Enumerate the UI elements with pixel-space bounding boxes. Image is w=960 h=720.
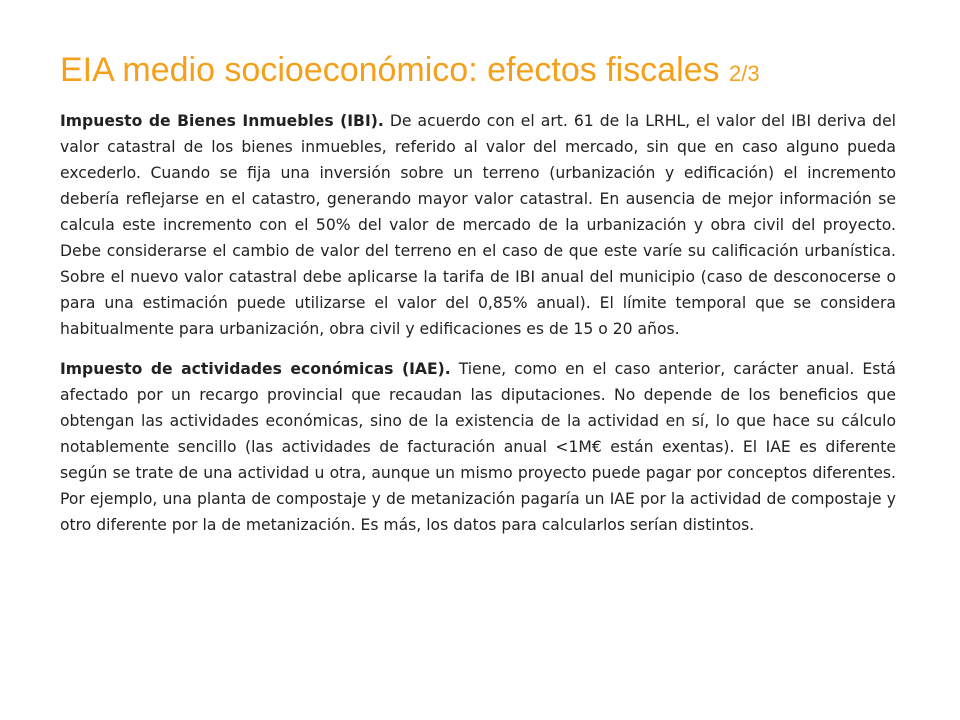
slide-title bbox=[60, 48, 760, 96]
paragraph-iae-text: Tiene, como en el caso anterior, carácter anual. Está afectado por un recargo provincial que recaudan las diputaciones. No depende de los beneficios que obtengan las actividades económicas, sino de la existencia de la actividad en sí, lo que hace su cálculo notablemente sencillo (las actividades de facturación anual <1M€ están exentas). El IAE es diferente según se trate de una actividad u otra, aunque un mismo proyecto puede pagar por conceptos diferentes. Por ejemplo, una planta de compostaje y de metanización pagaría un IAE por la actividad de compostaje y otro diferente por la de metanización. Es más, los datos para calcularlos serían distintos. bbox=[60, 360, 896, 534]
paragraph-ibi-heading: Impuesto de Bienes Inmuebles (IBI). bbox=[60, 112, 384, 130]
paragraph-iae bbox=[60, 356, 896, 538]
paragraph-ibi-text: De acuerdo con el art. 61 de la LRHL, el valor del IBI deriva del valor catastral de los bienes inmuebles, referido al valor del mercado, sin que en caso alguno pueda excederlo. Cuando se fija una inversión sobre un terreno (urbanización y edificación) el incremento debería reflejarse en el catastro, generando mayor valor catastral. En ausencia de mejor información se calcula este incremento con el 50% del valor de mercado de la urbanización y obra civil del proyecto. Debe considerarse el cambio de valor del terreno en el caso de que este varíe su calificación urbanística. Sobre el nuevo valor catastral debe aplicarse la tarifa de IBI anual del municipio (caso de desconocerse o para una estimación puede utilizarse el valor del 0,85% anual). El límite temporal que se considera habitualmente para urbanización, obra civil y edificaciones es de 15 o 20 años. bbox=[60, 112, 897, 338]
slide-title-text: EIA medio socioeconómico: efectos fiscales bbox=[60, 51, 720, 89]
page-indicator: 2/3 bbox=[729, 61, 760, 86]
slide-body bbox=[60, 108, 896, 552]
paragraph-ibi bbox=[60, 108, 896, 342]
paragraph-iae-heading: Impuesto de actividades económicas (IAE). bbox=[60, 360, 451, 378]
